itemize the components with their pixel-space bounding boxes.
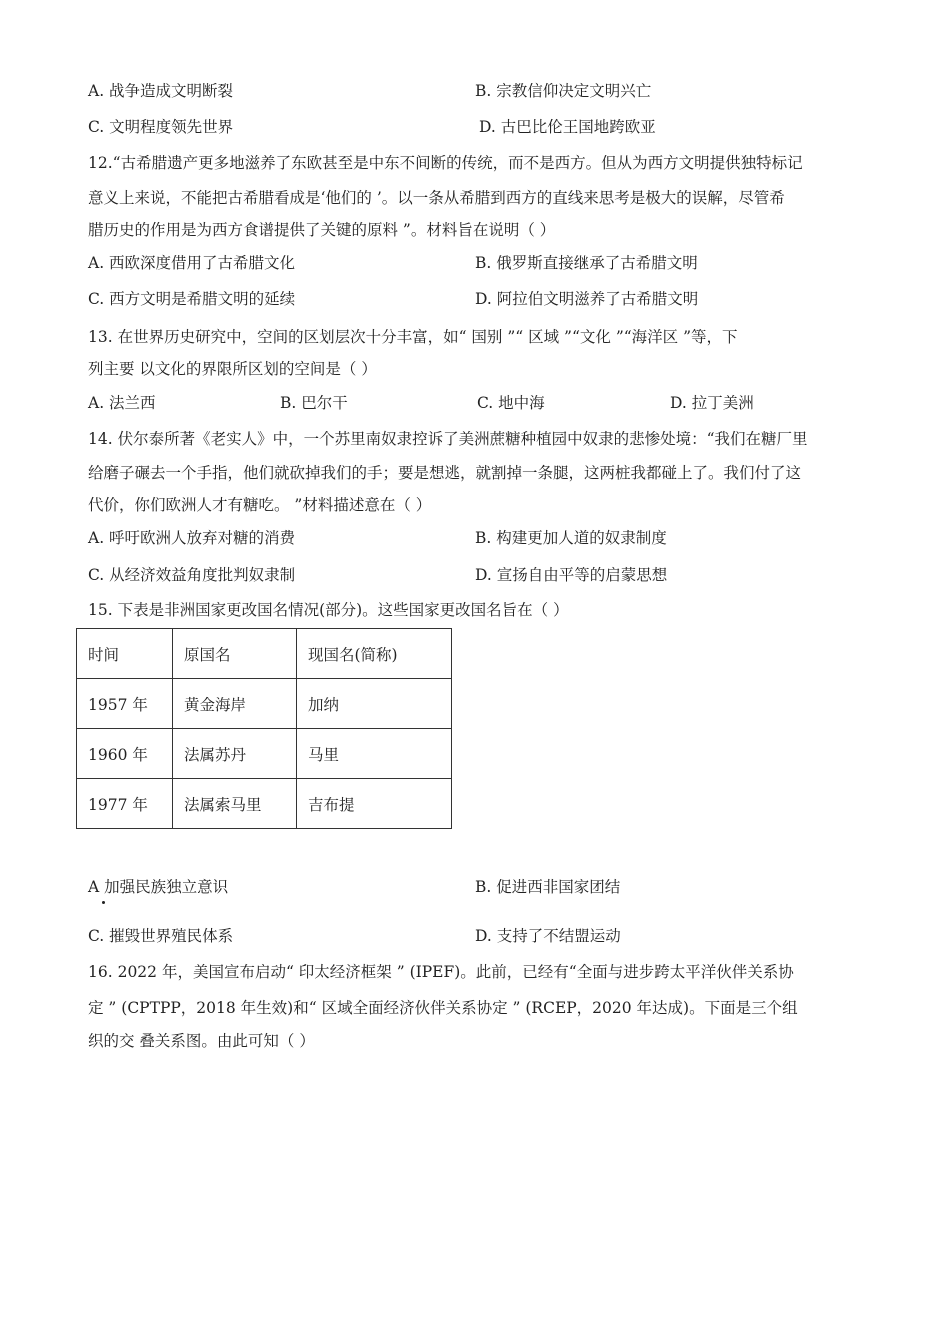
q11-option-c[interactable]: C. 文明程度领先世界: [88, 118, 234, 136]
q13-stem-line-2: 列主要 以文化的界限所区划的空间是（ ）: [88, 360, 377, 378]
q14-option-d[interactable]: D. 宣扬自由平等的启蒙思想: [475, 566, 668, 584]
table-cell: 法属索马里: [173, 779, 297, 829]
q12-stem-line-3: 腊历史的作用是为西方食谱提供了关键的原料 ”。材料旨在说明（ ）: [88, 221, 556, 239]
table-cell: 法属苏丹: [173, 729, 297, 779]
q13-option-b[interactable]: B. 巴尔干: [280, 394, 348, 412]
q14-stem-line-1: 14. 伏尔泰所著《老实人》中，一个苏里南奴隶控诉了美洲蔗糖种植园中奴隶的悲惨处境：“我们在糖厂里: [88, 430, 808, 448]
q13-stem-line-1: 13. 在世界历史研究中，空间的区划层次十分丰富，如“ 国别 ”“ 区域 ”“文化 ”“海洋区 ”等，下: [88, 328, 738, 346]
table-row: [77, 679, 452, 729]
q12-option-c[interactable]: C. 西方文明是希腊文明的延续: [88, 290, 296, 308]
q12-stem-line-2: 意义上来说，不能把古希腊看成是‘他们的 ’。以一条从希腊到西方的直线来思考是极大的误解，尽管希: [88, 189, 785, 207]
q13-option-d[interactable]: D. 拉丁美洲: [670, 394, 754, 412]
q15-option-a[interactable]: A 加强民族独立意识: [88, 878, 229, 896]
country-rename-table: [76, 628, 452, 829]
q15-option-c[interactable]: C. 摧毁世界殖民体系: [88, 927, 234, 945]
table-cell: 加纳: [297, 679, 452, 729]
option-dot-mark: [102, 901, 105, 904]
q13-option-a[interactable]: A. 法兰西: [88, 394, 156, 412]
table-header-cell: 原国名: [173, 629, 297, 679]
table-header-row: [77, 629, 452, 679]
q11-option-b[interactable]: B. 宗教信仰决定文明兴亡: [475, 82, 652, 100]
q12-option-b[interactable]: B. 俄罗斯直接继承了古希腊文明: [475, 254, 698, 272]
q11-option-d[interactable]: D. 古巴比伦王国地跨欧亚: [479, 118, 656, 136]
q14-option-a[interactable]: A. 呼吁欧洲人放弃对糖的消费: [88, 529, 296, 547]
q15-option-d[interactable]: D. 支持了不结盟运动: [475, 927, 621, 945]
q12-option-d[interactable]: D. 阿拉伯文明滋养了古希腊文明: [475, 290, 699, 308]
q14-option-b[interactable]: B. 构建更加人道的奴隶制度: [475, 529, 667, 547]
q12-stem-line-1: 12.“古希腊遗产更多地滋养了东欧甚至是中东不间断的传统，而不是西方。但从为西方文明提供独特标记: [88, 154, 803, 172]
table-cell: 黄金海岸: [173, 679, 297, 729]
q14-stem-line-3: 代价，你们欧洲人才有糖吃。 ”材料描述意在（ ）: [88, 496, 432, 514]
q12-option-a[interactable]: A. 西欧深度借用了古希腊文化: [88, 254, 296, 272]
table-cell: 吉布提: [297, 779, 452, 829]
q14-stem-line-2: 给磨子碾去一个手指，他们就砍掉我们的手；要是想逃，就割掉一条腿，这两桩我都碰上了。我们付了这: [88, 464, 802, 482]
q14-option-c[interactable]: C. 从经济效益角度批判奴隶制: [88, 566, 296, 584]
q13-option-c[interactable]: C. 地中海: [477, 394, 545, 412]
table-cell: 1957 年: [77, 679, 173, 729]
table-cell: 马里: [297, 729, 452, 779]
q16-stem-line-3: 织的交 叠关系图。由此可知（ ）: [88, 1032, 315, 1050]
table-row: [77, 729, 452, 779]
q15-option-b[interactable]: B. 促进西非国家团结: [475, 878, 621, 896]
q11-option-a[interactable]: A. 战争造成文明断裂: [88, 82, 234, 100]
table-cell: 1960 年: [77, 729, 173, 779]
q16-stem-line-1: 16. 2022 年，美国宣布启动“ 印太经济框架 ” (IPEF)。此前，已经有“全面与进步跨太平洋伙伴关系协: [88, 963, 794, 981]
table-header-cell: 时间: [77, 629, 173, 679]
q16-stem-line-2: 定 ” (CPTPP，2018 年生效)和“ 区域全面经济伙伴关系协定 ” (RCEP，2020 年达成)。下面是三个组: [88, 999, 798, 1017]
table-row: [77, 779, 452, 829]
q15-stem: 15. 下表是非洲国家更改国名情况(部分)。这些国家更改国名旨在（ ）: [88, 601, 569, 619]
table-cell: 1977 年: [77, 779, 173, 829]
table-header-cell: 现国名(简称): [297, 629, 452, 679]
